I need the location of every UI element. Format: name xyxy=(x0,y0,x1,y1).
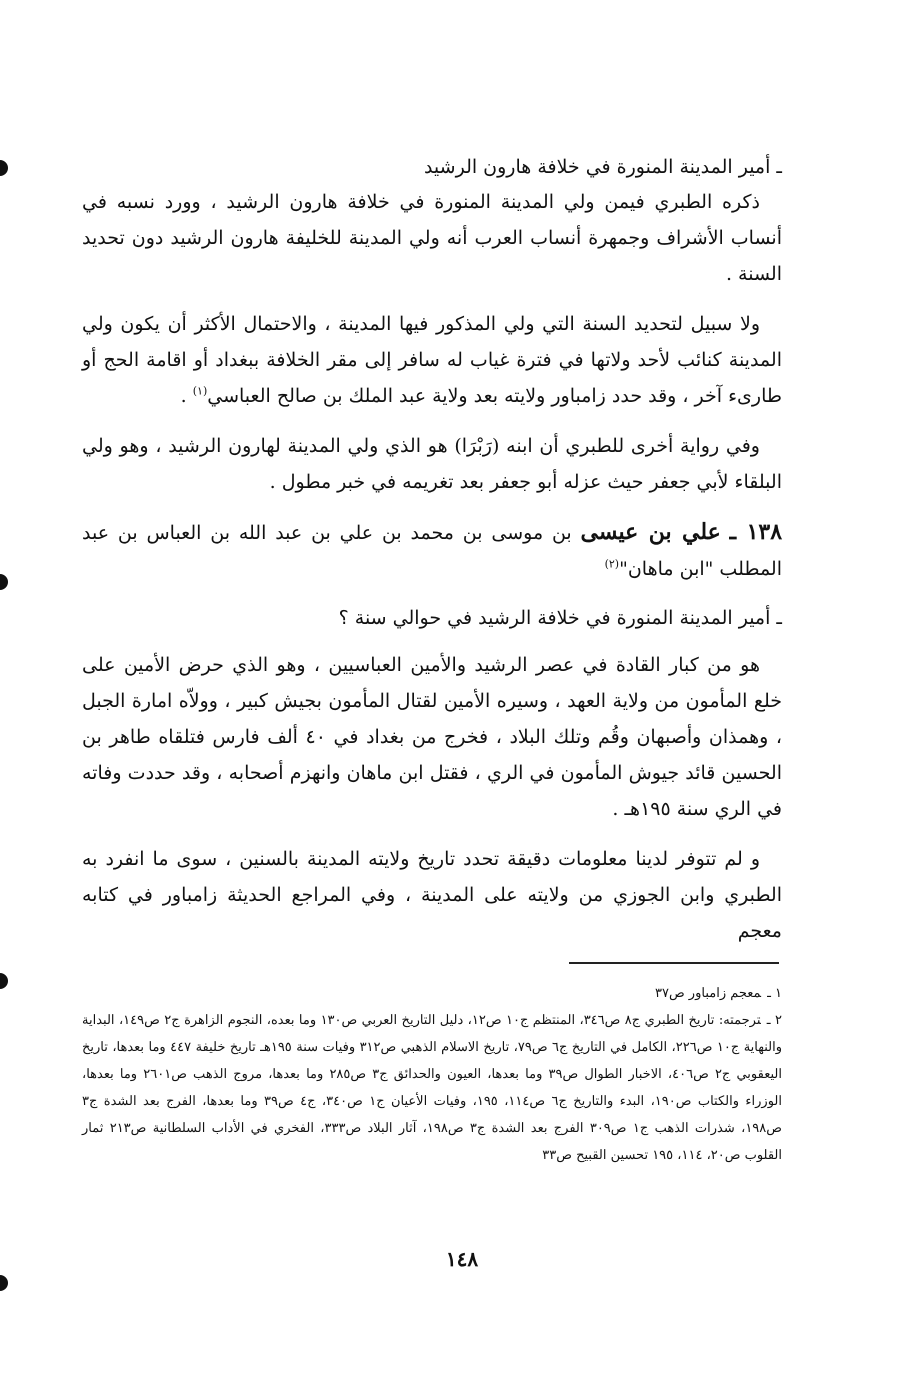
paragraph-other-account: وفي رواية أخرى للطبري أن ابنه (رَبْرَا) هو الذي ولي المدينة لهارون الرشيد ، وهو ولي البلقاء لأبي جعفر حيث عزله أبو جعفر بعد تغريمه في خبر مطول . xyxy=(82,435,782,493)
footnote-ref-2: (٢) xyxy=(604,557,620,571)
footnote-2-number: ٢ ـ xyxy=(766,1013,782,1028)
footnote-ref-1: (١) xyxy=(192,384,208,398)
footnote-1-text: معجم زامباور ص٣٧ xyxy=(654,986,762,1001)
footnote-1-number: ١ ـ xyxy=(767,986,782,1001)
paragraph-appointment-text: ولا سبيل لتحديد السنة التي ولي المذكور فيها المدينة ، والاحتمال الأكثر أن يكون ولي المدينة كنائب لأحد ولاتها في فترة غياب له سافر إلى مقر الخلافة ببغداد أو اقامة الحج أو طارىء آخر ، وقد حدد زامباور ولايته بعد ولاية عبد الملك بن صالح العباسي xyxy=(82,313,782,407)
binder-hole-mark xyxy=(0,574,8,590)
paragraph-lineage: ذكره الطبري فيمن ولي المدينة المنورة في خلافة هارون الرشيد ، وورد نسبه في أنساب الأشراف وجمهرة أنساب العرب أنه ولي المدينة للخليفة هارون الرشيد دون تحديد السنة . xyxy=(82,191,782,285)
binder-hole-mark xyxy=(0,160,8,176)
page-number: ١٤٨ xyxy=(445,1247,479,1271)
main-text xyxy=(82,150,782,963)
footnote-2 xyxy=(82,1007,782,1169)
biography-entry-title xyxy=(82,514,782,587)
entry-lineage: بن موسى بن محمد بن علي بن عبد الله بن العباس بن عبد المطلب "ابن ماهان" xyxy=(82,522,782,580)
footnote-2-text: ترجمته: تاريخ الطبري ج٨ ص٣٤٦، المنتظم ج١٠ ص١٢، دليل التاريخ العربي ص١٣٠ وما بعده، النجوم الزاهرة ج٢ ص١٤٩، البداية والنهاية ج١٠ ص٢٢٦، الكامل في التاريخ ج٦ ص٧٩، تاريخ الاسلام الذهبي ص٣١٢ وفيات سنة ١٩٥هـ تاريخ خليفة ٤٤٧ وما بعدها، تاريخ اليعقوبي ج٢ ص٤٠٦، الاخبار الطوال ص٣٩ وما بعدها، العيون والحدائق ج٣ ص٢٨٥ وما بعدها، مروج الذهب ص٢٦٠١ وما بعدها، الوزراء والكتاب ص١٩٠، البدء والتاريخ ج٦ ص١١٤، ١٩٥، وفيات الأعيان ج١ ص٣٤٠، ج٤ ص٣٩ وما بعدها، الفرج بعد الشدة ج٣ ص١٩٨، شذرات الذهب ج١ ص٣٠٩ الفرج بعد الشدة ج٣ ص١٩٨، آثار البلاد ص٣٣٣، الفخري في الأداب السلطانية ص٢١٣ ثمار القلوب ص٢٠، ١١٤، ١٩٥ تحسين القبيح ص٣٣ xyxy=(82,1013,783,1163)
section-heading: ـ أمير المدينة المنورة في خلافة هارون الرشيد xyxy=(423,156,782,178)
binder-hole-mark xyxy=(0,973,8,989)
footnotes xyxy=(82,980,782,1169)
binder-hole-mark xyxy=(0,1275,8,1291)
paragraph-appointment xyxy=(82,306,782,414)
footnote-1 xyxy=(82,980,782,1007)
paragraph-appointment-end: . xyxy=(180,385,193,407)
footnote-divider xyxy=(569,962,779,964)
paragraph-sources: و لم تتوفر لدينا معلومات دقيقة تحدد تاريخ ولايته المدينة بالسنين ، سوى ما انفرد به الطبري وابن الجوزي من ولايته على المدينة ، وفي المراجع الحديثة زامباور في كتابه معجم xyxy=(82,848,782,942)
sub-heading: ـ أمير المدينة المنورة في خلافة الرشيد في حوالي سنة ؟ xyxy=(338,607,782,629)
entry-number: ١٣٨ ـ xyxy=(729,519,783,545)
paragraph-biography: هو من كبار القادة في عصر الرشيد والأمين العباسيين ، وهو الذي حرض الأمين على خلع المأمون من ولاية العهد ، وسيره الأمين لقتال المأمون بجيش كبير ، وولاّه امارة الجبل ، وهمذان وأصبهان وقُم وتلك البلاد ، فخرج من بغداد في ٤٠ ألف فارس فتلقاه طاهر بن الحسين قائد جيوش المأمون في الري ، فقتل ابن ماهان وانهزم أصحابه ، وقد حددت وفاته في الري سنة ١٩٥هـ . xyxy=(82,654,782,820)
entry-name: علي بن عيسى xyxy=(580,519,721,545)
